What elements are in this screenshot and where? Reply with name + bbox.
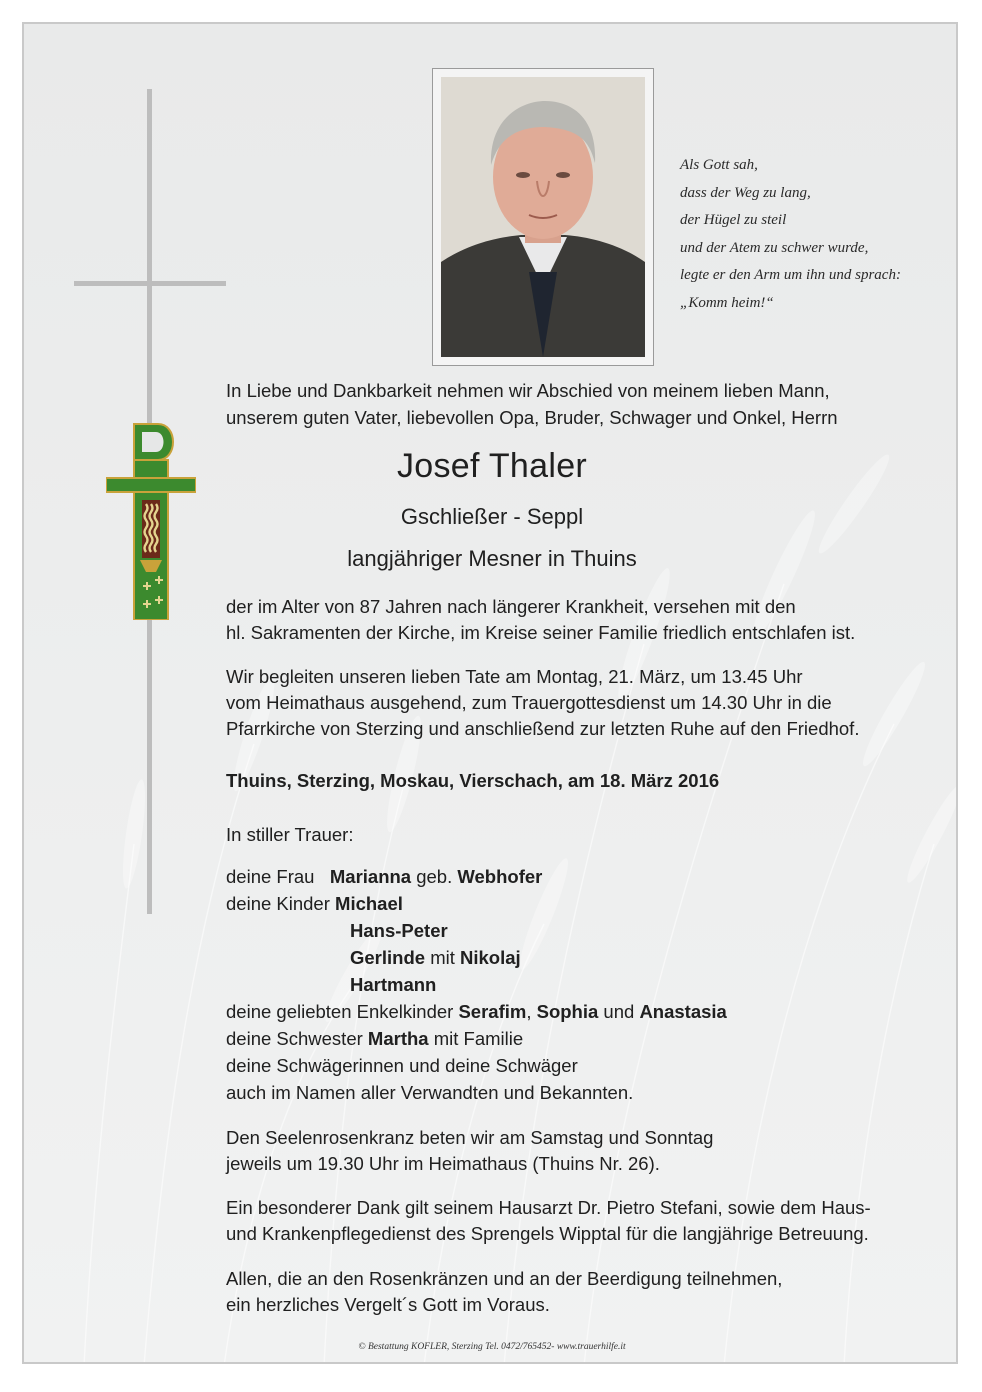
grandchildren-label: deine geliebten Enkelkinder (226, 1001, 454, 1022)
grandchild-and: und (603, 1001, 635, 1022)
death-notice-line: hl. Sakramenten der Kirche, im Kreise seiner Familie friedlich entschlafen ist. (226, 622, 856, 643)
funeral-line: vom Heimathaus ausgehend, zum Trauergottesdienst um 14.30 Uhr in die (226, 692, 832, 713)
child-name: Hans-Peter (350, 920, 448, 941)
poem-line: legte er den Arm um ihn und sprach: (680, 267, 901, 283)
grandchild-separator: , (526, 1001, 532, 1022)
thanks-line: und Krankenpflegedienst des Sprengels Wipptal für die langjährige Betreuung. (226, 1223, 869, 1244)
sister-name: Martha (367, 1028, 429, 1049)
obituary-card (22, 22, 958, 1364)
family-relatives-row: auch im Namen aller Verwandten und Bekannten. (226, 1082, 634, 1103)
rosary-line: jeweils um 19.30 Uhr im Heimathaus (Thuins Nr. 26). (226, 1153, 660, 1174)
portrait-photo (441, 77, 645, 357)
family-wife-row (226, 864, 542, 890)
poem-block (680, 152, 958, 317)
funeral-line: Pfarrkirche von Sterzing und anschließend zur letzten Ruhe auf den Friedhof. (226, 718, 860, 739)
intro-line: unserem guten Vater, liebevollen Opa, Bruder, Schwager und Onkel, Herrn (226, 407, 838, 428)
family-inlaws-row: deine Schwägerinnen und deine Schwäger (226, 1055, 578, 1076)
family-grandchildren-row (226, 999, 727, 1025)
mourning-heading: In stiller Trauer: (226, 824, 354, 845)
place-date: Thuins, Sterzing, Moskau, Vierschach, am 18. März 2016 (226, 770, 720, 791)
rosary-line: Den Seelenrosenkranz beten wir am Samstag und Sonntag (226, 1127, 714, 1148)
grandchild-name: Serafim (458, 1001, 527, 1022)
family-children-row (226, 891, 403, 917)
deceased-nickname: Gschließer - Seppl (400, 504, 584, 529)
closing-line: ein herzliches Vergelt´s Gott im Voraus. (226, 1294, 550, 1315)
cross-horizontal-bar (74, 281, 226, 286)
thanks-line: Ein besonderer Dank gilt seinem Hausarzt Dr. Pietro Stefani, sowie dem Haus- (226, 1197, 871, 1218)
child-partner-name: Nikolaj (460, 947, 521, 968)
intro-line: In Liebe und Dankbarkeit nehmen wir Abschied von meinem lieben Mann, (226, 380, 830, 401)
poem-line: der Hügel zu steil (680, 212, 787, 228)
death-notice-line: der im Alter von 87 Jahren nach längerer Krankheit, versehen mit den (226, 596, 796, 617)
funeral-line: Wir begleiten unseren lieben Tate am Montag, 21. März, um 13.45 Uhr (226, 666, 803, 687)
grandchild-name: Anastasia (639, 1001, 727, 1022)
deceased-name: Josef Thaler (396, 447, 588, 485)
poem-line: und der Atem zu schwer wurde, (680, 239, 869, 256)
wife-name: Marianna (329, 866, 412, 887)
grandchild-name: Sophia (536, 1001, 599, 1022)
wife-geb: geb. (416, 866, 453, 887)
children-label: deine Kinder (226, 893, 330, 914)
wife-label: deine Frau (226, 866, 315, 887)
child-with: mit (430, 947, 455, 968)
closing-line: Allen, die an den Rosenkränzen und an der Beerdigung teilnehmen, (226, 1268, 783, 1289)
wife-maiden-name: Webhofer (457, 866, 543, 887)
sister-label: deine Schwester (226, 1028, 363, 1049)
child-name: Hartmann (350, 974, 437, 995)
footer-credit: © Bestattung KOFLER, Sterzing Tel. 0472/765452- www.trauerhilfe.it (358, 1342, 626, 1352)
family-sister-row (226, 1026, 523, 1052)
child-name: Gerlinde (350, 947, 426, 968)
sister-suffix: mit Familie (433, 1028, 524, 1049)
poem-line: dass der Weg zu lang, (680, 184, 811, 201)
family-child-row (350, 945, 521, 971)
poem-line: Als Gott sah, (680, 157, 758, 173)
deceased-role: langjähriger Mesner in Thuins (347, 546, 637, 571)
child-name: Michael (335, 893, 403, 914)
poem-line: „Komm heim!“ (680, 294, 774, 311)
portrait-frame (432, 68, 654, 366)
